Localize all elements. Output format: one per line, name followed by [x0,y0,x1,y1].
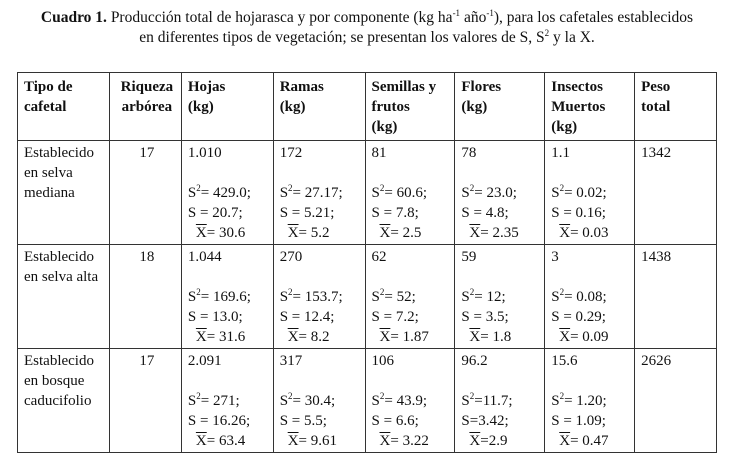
cell-value: 317 [279,353,303,369]
mean-symbol: $\overline{X}$ [559,329,571,345]
mean-symbol: $\overline{X}$ [379,225,391,241]
variance-value: = 271; [200,393,240,409]
cell-component [273,245,365,349]
stat-std-dev: S = 5.5; [279,413,327,429]
column-header-line: cafetal [24,99,67,115]
cell-value: 270 [279,249,303,265]
header-row [18,73,717,141]
stat-mean [280,327,362,347]
cell-spacer [461,371,541,391]
variance-exponent: 2 [288,391,293,401]
column-header [635,73,717,141]
column-header-line: Insectos [551,79,603,95]
column-header-line: total [641,99,671,115]
stat-std-dev: S = 20.7; [187,205,243,221]
mean-symbol: $\overline{X}$ [469,225,481,241]
variance-value: = 153.7; [292,289,343,305]
column-header-line: Tipo de [24,79,73,95]
tipo-line: Establecido [24,249,94,265]
column-header-line: (kg) [279,99,306,115]
variance-exponent: 2 [196,287,201,297]
column-header-line: (kg) [371,119,398,135]
mean-symbol: $\overline{X}$ [195,433,207,449]
mean-value: = 3.22 [390,433,429,449]
stat-std-dev: S = 0.16; [551,205,606,221]
mean-value: = 1.87 [390,329,429,345]
cell-riqueza: 17 [109,349,181,453]
cell-value: 172 [279,145,303,161]
variance-exponent: 2 [288,183,293,193]
column-header [545,73,635,141]
variance-value: = 23.0; [474,185,517,201]
variance-value: = 52; [384,289,416,305]
cell-component [455,349,545,453]
cell-tipo-cafetal [18,349,110,453]
variance-exponent: 2 [559,183,565,193]
stat-mean [551,223,631,243]
cell-component [365,349,455,453]
cell-spacer [461,267,541,287]
stat-std-dev: S = 0.29; [551,309,606,325]
mean-symbol: $\overline{X}$ [195,329,207,345]
cell-spacer [280,267,362,287]
cell-tipo-cafetal [18,245,110,349]
variance-exponent: 2 [469,183,475,193]
column-header [18,73,110,141]
cell-spacer [280,163,362,183]
cell-value: 96.2 [461,353,488,369]
variance-value: = 1.20; [564,393,607,409]
cell-spacer [188,163,270,183]
variance-exponent: 2 [559,287,565,297]
caption-text-a: Producción total de hojarasca y por componente (kg ha [106,9,453,26]
stat-variance: $S^2= 60.6$; [371,183,427,201]
stat-std-dev: S=3.42; [461,413,509,429]
mean-symbol: $\overline{X}$ [559,433,571,449]
cell-spacer [551,371,631,391]
cell-riqueza: 18 [109,245,181,349]
variance-value: = 429.0; [200,185,251,201]
column-header-line: arbórea [121,99,173,115]
stat-std-dev: S = 16.26; [187,413,251,429]
cell-tipo-cafetal [18,141,110,245]
cell-component [365,141,455,245]
stat-variance: $S^2= 0.02$; [551,183,607,201]
tipo-line: mediana [24,185,75,201]
tipo-line: en selva [24,165,73,181]
stat-mean [461,327,541,347]
caption-text-e: y la X. [549,29,595,46]
cell-spacer [372,371,452,391]
variance-value: = 12; [474,289,506,305]
mean-symbol: $\overline{X}$ [469,433,481,449]
cell-component [181,141,273,245]
cell-component [545,245,635,349]
caption-text-b: año [460,9,487,26]
column-header-line: Riqueza [120,79,174,95]
stat-mean [188,431,270,451]
cell-component [545,141,635,245]
stat-std-dev: S = 1.09; [551,413,606,429]
mean-symbol: $\overline{X}$ [287,433,299,449]
stat-mean [280,223,362,243]
tipo-line: en bosque [24,373,85,389]
mean-value: = 31.6 [206,329,246,345]
stat-variance: $S^2= 43.9$; [371,391,427,409]
stat-variance: $S^2= 1.20$; [551,391,607,409]
stat-std-dev: S = 7.8; [371,205,419,221]
cell-spacer [551,267,631,287]
litter-production-table [17,72,717,453]
stat-std-dev: S = 4.8; [461,205,509,221]
mean-symbol: $\overline{X}$ [469,329,481,345]
cell-component [455,141,545,245]
mean-symbol: $\overline{X}$ [287,329,299,345]
variance-exponent: 2 [379,391,385,401]
cell-value: 78 [461,145,477,161]
column-header-line: Semillas y [371,79,437,95]
cell-spacer [188,371,270,391]
cell-component [273,349,365,453]
variance-value: = 43.9; [384,393,427,409]
column-header-line: Hojas [187,79,226,95]
mean-value: = 0.03 [570,225,609,241]
column-header-line: Muertos [551,99,606,115]
stat-variance: $S^2= 271$; [187,391,240,409]
stat-variance: $S^2=11.7$; [461,391,513,409]
mean-value: = 2.5 [390,225,422,241]
caption-line-1 [0,8,734,28]
stat-std-dev: S = 5.21; [279,205,335,221]
mean-value: = 1.8 [480,329,512,345]
stat-variance: $S^2= 23.0$; [461,183,517,201]
tipo-line: Establecido [24,353,94,369]
variance-value: = 27.17; [292,185,343,201]
cell-component [181,349,273,453]
stat-std-dev: S = 3.5; [461,309,509,325]
stat-mean [551,327,631,347]
cell-value: 15.6 [551,353,578,369]
column-header-line: Ramas [279,79,324,95]
caption-sup-3: 2 [544,27,550,38]
column-header-line: (kg) [187,99,214,115]
stat-variance: $S^2= 0.08$; [551,287,607,305]
variance-value: = 0.02; [564,185,607,201]
stat-mean [461,431,541,451]
caption-label: Cuadro 1. [40,9,107,26]
stat-variance: $S^2= 12$; [461,287,506,305]
mean-symbol: $\overline{X}$ [379,329,391,345]
cell-spacer [551,163,631,183]
mean-value: = 63.4 [206,433,246,449]
cell-peso-total: 1438 [635,245,717,349]
cell-value: 59 [461,249,477,265]
caption-sup-1: -1 [452,7,461,18]
cell-value: 62 [371,249,387,265]
caption-line-2 [0,28,734,48]
column-header-line: (kg) [461,99,488,115]
stat-variance: $S^2= 169.6$; [187,287,251,305]
cell-spacer [372,267,452,287]
table-body [18,141,717,453]
tipo-line: caducifolio [24,393,92,409]
variance-exponent: 2 [288,287,293,297]
mean-symbol: $\overline{X}$ [287,225,299,241]
stat-std-dev: S = 13.0; [187,309,243,325]
cell-value: 1.1 [551,145,570,161]
stat-mean [461,223,541,243]
stat-mean [280,431,362,451]
column-header [109,73,181,141]
mean-symbol: $\overline{X}$ [379,433,391,449]
stat-mean [372,327,452,347]
table-caption [0,8,734,48]
column-header-line: frutos [371,99,410,115]
cell-peso-total: 2626 [635,349,717,453]
stat-mean [551,431,631,451]
cell-value: 106 [371,353,395,369]
cell-peso-total: 1342 [635,141,717,245]
mean-symbol: $\overline{X}$ [195,225,207,241]
tipo-line: en selva alta [24,269,99,285]
cell-spacer [280,371,362,391]
caption-text-c: ), para los cafetales establecidos [493,9,694,26]
stat-variance: $S^2= 52$; [371,287,416,305]
cell-spacer [188,267,270,287]
cell-riqueza: 17 [109,141,181,245]
column-header [181,73,273,141]
variance-exponent: 2 [559,391,565,401]
column-header-line: Flores [461,79,502,95]
cell-component [455,245,545,349]
variance-exponent: 2 [196,391,201,401]
mean-value: = 30.6 [206,225,246,241]
cell-component [273,141,365,245]
cell-value: 81 [371,145,387,161]
table-row [18,349,717,453]
stat-variance: $S^2= 429.0$; [187,183,251,201]
stat-mean [372,431,452,451]
column-header [365,73,455,141]
cell-value: 1.044 [187,249,222,265]
mean-value: = 0.09 [570,329,609,345]
variance-exponent: 2 [379,183,385,193]
mean-value: = 5.2 [298,225,330,241]
stat-std-dev: S = 6.6; [371,413,419,429]
cell-value: 1.010 [187,145,222,161]
cell-spacer [372,163,452,183]
cell-component [181,245,273,349]
stat-std-dev: S = 7.2; [371,309,419,325]
mean-value: = 8.2 [298,329,330,345]
mean-value: =2.9 [480,433,508,449]
stat-std-dev: S = 12.4; [279,309,335,325]
variance-value: = 0.08; [564,289,607,305]
cell-spacer [461,163,541,183]
column-header-line: (kg) [551,119,578,135]
cell-value: 2.091 [187,353,222,369]
variance-value: = 30.4; [292,393,336,409]
stat-variance: $S^2= 153.7$; [279,287,343,305]
variance-exponent: 2 [469,287,475,297]
caption-sup-2: -1 [486,7,494,18]
stat-variance: $S^2= 27.17$; [279,183,343,201]
stat-variance: $S^2= 30.4$; [279,391,336,409]
caption-text-d: en diferentes tipos de vegetación; se presentan los valores de S, S [139,29,545,46]
cell-component [545,349,635,453]
table-row [18,245,717,349]
stat-mean [188,327,270,347]
variance-value: = 169.6; [200,289,251,305]
stat-mean [188,223,270,243]
column-header [455,73,545,141]
variance-value: =11.7; [474,393,513,409]
variance-exponent: 2 [469,391,475,401]
variance-exponent: 2 [196,183,201,193]
mean-symbol: $\overline{X}$ [559,225,571,241]
table-row [18,141,717,245]
variance-exponent: 2 [379,287,385,297]
mean-value: = 2.35 [480,225,519,241]
cell-component [365,245,455,349]
cell-value: 3 [551,249,559,265]
column-header-line: Peso [641,79,671,95]
mean-value: = 0.47 [570,433,609,449]
tipo-line: Establecido [24,145,94,161]
mean-value: = 9.61 [298,433,337,449]
column-header [273,73,365,141]
stat-mean [372,223,452,243]
variance-value: = 60.6; [384,185,427,201]
